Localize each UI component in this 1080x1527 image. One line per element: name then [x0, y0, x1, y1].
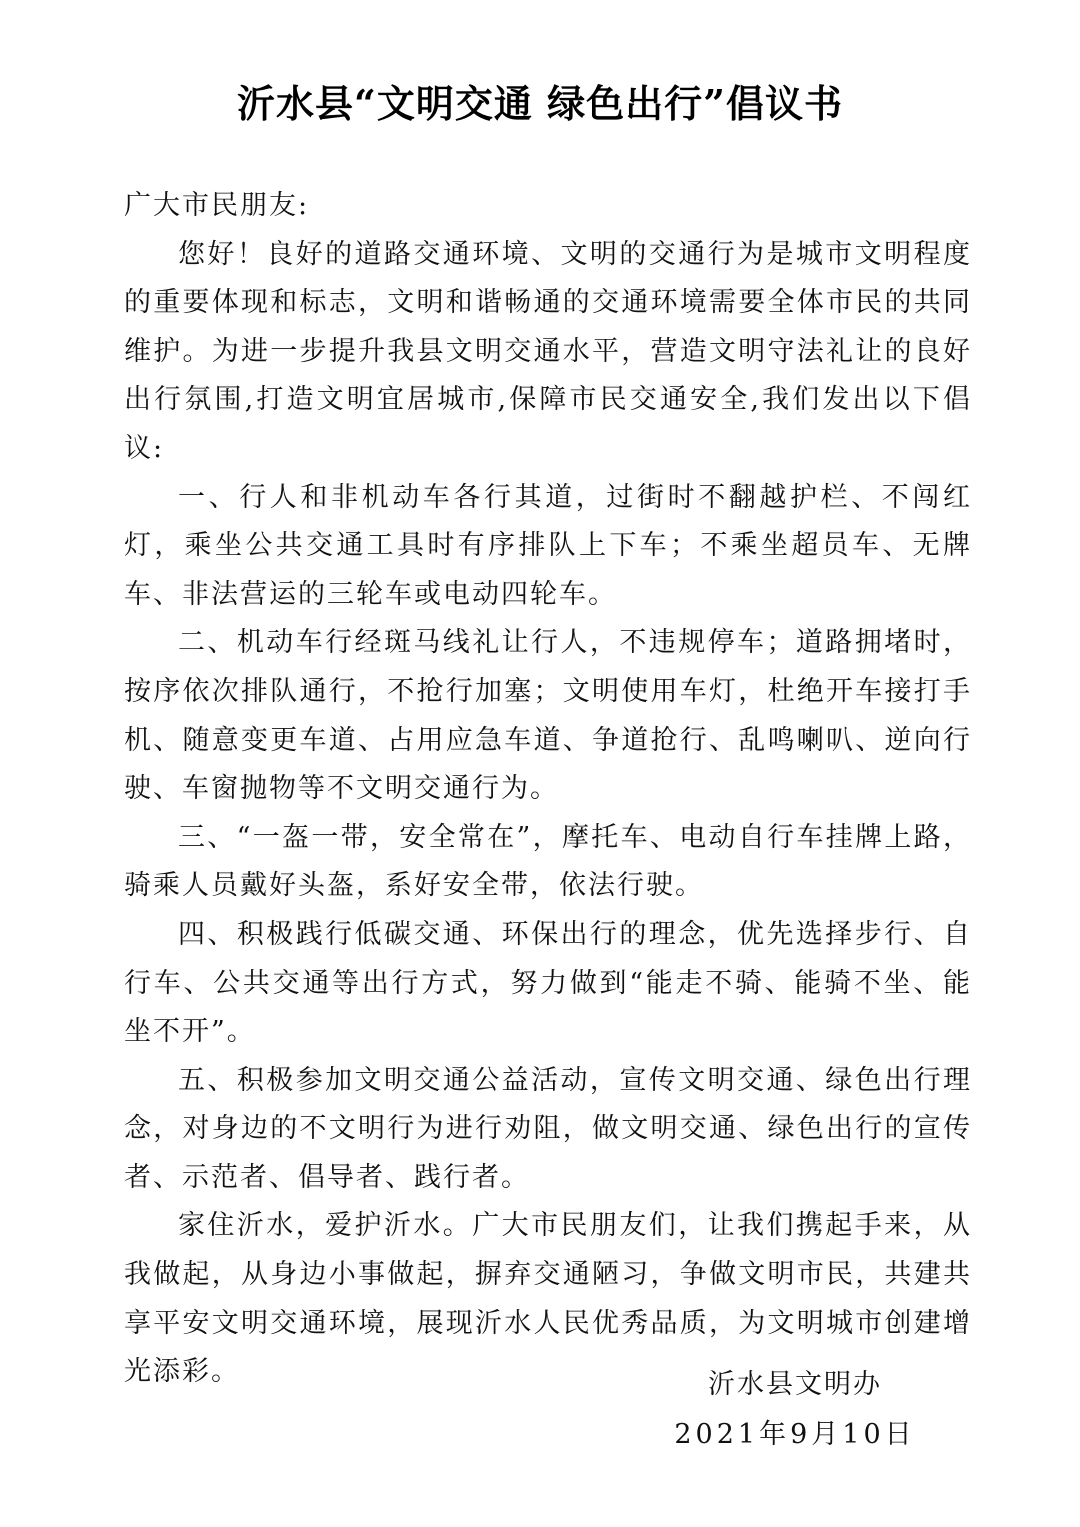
paragraph-item-4: 四、积极践行低碳交通、环保出行的理念，优先选择步行、自行车、公共交通等出行方式，努力做到“能走不骑、能骑不坐、能坐不开”。 [124, 918, 972, 1048]
paragraph-item-5: 五、积极参加文明交通公益活动，宣传文明交通、绿色出行理念，对身边的不文明行为进行劝阻，做文明交通、绿色出行的宣传者、示范者、倡导者、践行者。 [124, 1064, 972, 1193]
signature-organization: 沂水县文明办 [708, 1369, 882, 1400]
paragraph-item-2: 二、机动车行经斑马线礼让行人，不违规停车；道路拥堵时，按序依次排队通行，不抢行加塞；文明使用车灯，杜绝开车接打手机、随意变更车道、占用应急车道、争道抢行、乱鸣喇叭、逆向行驶、车窗抛物等不文明交通行为。 [124, 627, 972, 805]
document-body [124, 182, 972, 1397]
signature-date: 2021年9月10日 [674, 1419, 916, 1450]
paragraph-closing: 家住沂水，爱护沂水。广大市民朋友们，让我们携起手来，从我做起，从身边小事做起，摒弃交通陋习，争做文明市民，共建共享平安文明交通环境，展现沂水人民优秀品质，为文明城市创建增光添彩。 [124, 1210, 972, 1388]
paragraph-item-1: 一、行人和非机动车各行其道，过街时不翻越护栏、不闯红灯，乘坐公共交通工具时有序排队上下车；不乘坐超员车、无牌车、非法营运的三轮车或电动四轮车。 [124, 481, 972, 610]
paragraph-greeting: 您好！良好的道路交通环境、文明的交通行为是城市文明程度的重要体现和标志，文明和谐畅通的交通环境需要全体市民的共同维护。为进一步提升我县文明交通水平，营造文明守法礼让的良好出行氛围,打造文明宜居城市,保障市民交通安全,我们发出以下倡议: [124, 238, 972, 464]
paragraph-item-3: 三、“一盔一带，安全常在”，摩托车、电动自行车挂牌上路，骑乘人员戴好头盔，系好安全带，依法行驶。 [124, 821, 972, 902]
document-title: 沂水县“文明交通 绿色出行”倡议书 [237, 81, 843, 126]
salutation: 广大市民朋友: [124, 190, 310, 221]
